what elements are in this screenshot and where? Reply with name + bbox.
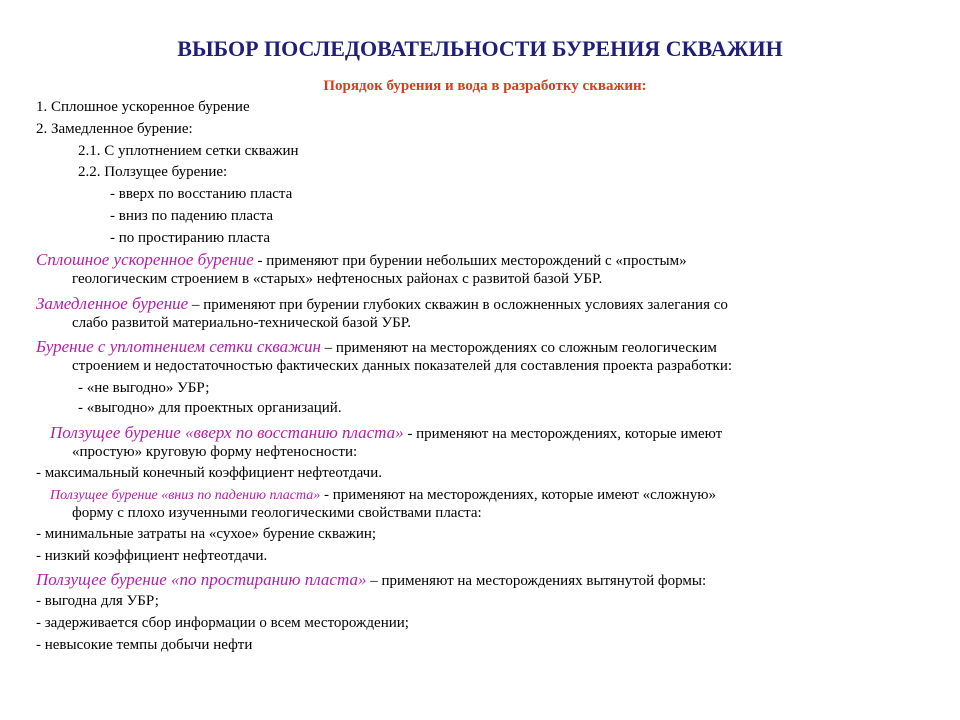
definition-term: Ползущее бурение «вниз по падению пласта»: [50, 488, 321, 503]
definition-text: - применяют при бурении небольших месторождений с «простым»: [253, 253, 687, 269]
list-item: - по простиранию пласта: [110, 230, 271, 246]
definition-term: Ползущее бурение «по простиранию пласта»: [36, 570, 367, 589]
list-item: 2.2. Ползущее бурение:: [78, 164, 228, 180]
list-item: - вверх по восстанию пласта: [110, 186, 293, 202]
definition-text: - применяют на месторождениях, которые имеют «сложную»: [320, 487, 716, 503]
definition-text: геологическим строением в «старых» нефтеносных районах с развитой базой УБР.: [72, 271, 603, 287]
definition-term: Замедленное бурение: [36, 294, 189, 313]
definition-text: - применяют на месторождениях, которые имеют: [403, 426, 723, 442]
list-item: - вниз по падению пласта: [110, 208, 274, 224]
definition-text: – применяют при бурении глубоких скважин в осложненных условиях залегания со: [188, 297, 728, 313]
bullet-item: - максимальный конечный коэффициент нефтеотдачи.: [36, 465, 382, 481]
definition-line: [50, 424, 722, 443]
bullet-item: - низкий коэффициент нефтеотдачи.: [36, 548, 268, 564]
page-title: ВЫБОР ПОСЛЕДОВАТЕЛЬНОСТИ БУРЕНИЯ СКВАЖИН: [177, 36, 783, 61]
definition-text: форму с плохо изученными геологическими свойствами пласта:: [72, 505, 482, 521]
definition-text: – применяют на месторождениях вытянутой формы:: [366, 573, 707, 589]
definition-line: [36, 251, 687, 270]
definition-text: «простую» круговую форму нефтеносности:: [72, 444, 358, 460]
definition-term: Бурение с уплотнением сетки скважин: [36, 337, 321, 356]
definition-line: [36, 338, 717, 357]
list-item: 2. Замедленное бурение:: [36, 121, 193, 137]
definition-line: [50, 487, 716, 504]
bullet-item: - «выгодно» для проектных организаций.: [78, 400, 342, 416]
bullet-item: - «не выгодно» УБР;: [78, 380, 210, 396]
page-subtitle: Порядок бурения и вода в разработку скважин:: [323, 78, 647, 94]
bullet-item: - выгодна для УБР;: [36, 593, 159, 609]
definition-term: Сплошное ускоренное бурение: [36, 250, 254, 269]
definition-term: Ползущее бурение «вверх по восстанию пласта»: [50, 423, 404, 442]
definition-text: строением и недостаточностью фактических данных показателей для составления проекта разработки:: [72, 358, 733, 374]
bullet-item: - минимальные затраты на «сухое» бурение скважин;: [36, 526, 377, 542]
bullet-item: - задерживается сбор информации о всем месторождении;: [36, 615, 409, 631]
definition-text: слабо развитой материально-технической базой УБР.: [72, 315, 412, 331]
definition-text: – применяют на месторождениях со сложным геологическим: [320, 340, 717, 356]
list-item: 1. Сплошное ускоренное бурение: [36, 99, 250, 115]
definition-line: [36, 295, 728, 314]
list-item: 2.1. С уплотнением сетки скважин: [78, 143, 299, 159]
definition-line: [36, 571, 706, 590]
bullet-item: - невысокие темпы добычи нефти: [36, 637, 253, 653]
